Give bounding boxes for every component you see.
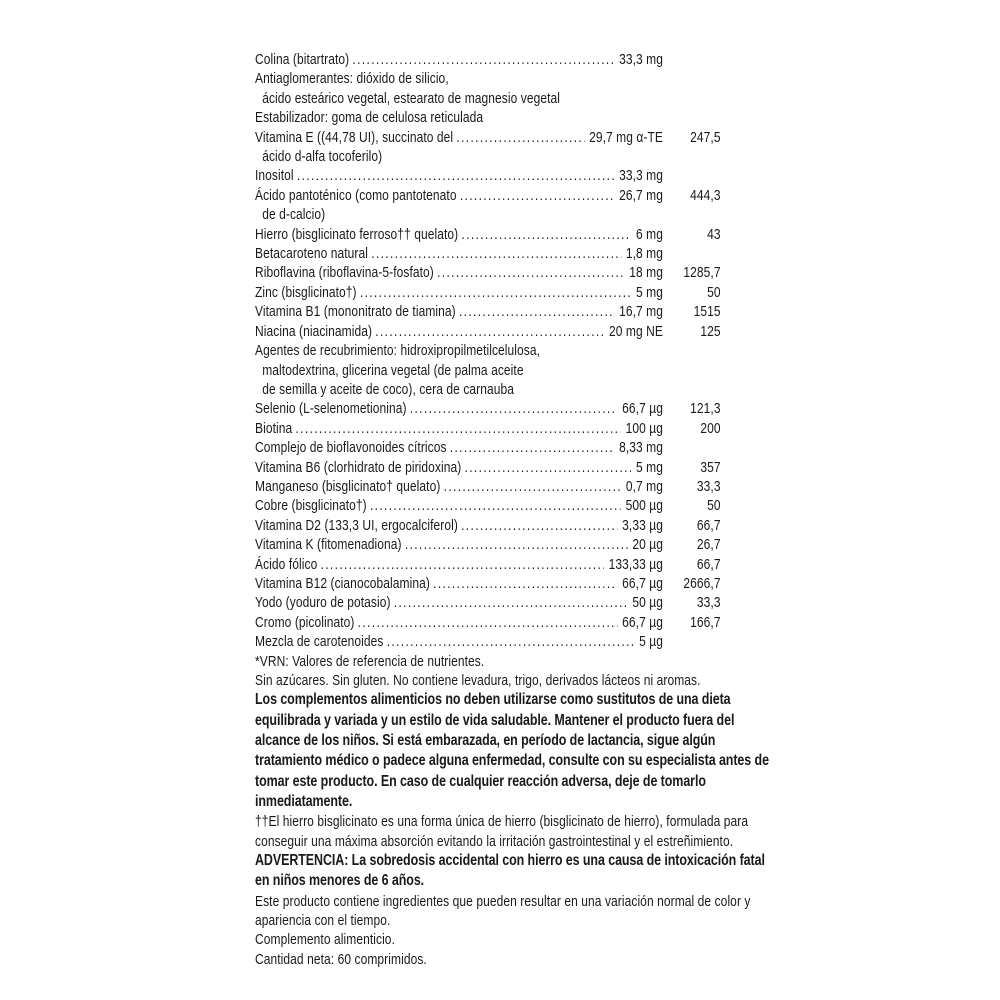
nutrient-amount: 8,33 mg <box>619 439 663 457</box>
dot-leader <box>354 613 617 632</box>
dot-leader <box>367 496 621 515</box>
nutrient-name: Niacina (niacinamida) <box>255 322 373 340</box>
nutrient-amount: 20 µg <box>632 536 663 554</box>
nutrient-name: Hierro (bisglicinato ferroso†† quelato) <box>255 225 459 243</box>
nutrient-vrn-percent: 33,3 <box>696 477 721 495</box>
label-paragraph: Sin azúcares. Sin gluten. No contiene levadura, trigo, derivados lácteos ni aromas. <box>255 672 701 689</box>
nutrient-vrn-percent: 43 <box>707 225 721 243</box>
nutrient-row <box>255 263 721 282</box>
nutrient-name: de d-calcio) <box>262 206 326 224</box>
nutrient-row <box>255 535 721 554</box>
nutrient-row <box>255 244 721 263</box>
nutrient-name: Betacaroteno natural <box>255 245 369 263</box>
nutrient-name: Vitamina B12 (cianocobalamina) <box>255 574 430 592</box>
nutrient-row <box>255 438 721 457</box>
nutrient-amount: 133,33 µg <box>608 555 663 573</box>
nutrient-row <box>255 205 721 224</box>
nutrient-vrn-percent: 121,3 <box>690 400 721 418</box>
dot-leader <box>453 128 584 147</box>
nutrient-row <box>255 516 721 535</box>
nutrient-name: Zinc (bisglicinato†) <box>255 283 357 301</box>
nutrient-name: Colina (bitartrato) <box>255 51 350 68</box>
nutrient-vrn-percent: 247,5 <box>690 128 721 146</box>
nutrient-vrn-percent: 2666,7 <box>683 574 721 592</box>
nutrient-amount: 3,33 µg <box>622 516 663 534</box>
nutrient-amount: 500 µg <box>625 497 663 515</box>
nutrient-amount: 5 mg <box>636 458 663 476</box>
dot-leader <box>372 322 604 341</box>
nutrient-name: Complejo de bioflavonoides cítricos <box>255 439 447 457</box>
nutrition-table <box>255 50 721 652</box>
nutrient-row <box>255 341 721 360</box>
nutrient-vrn-percent: 125 <box>700 322 721 340</box>
nutrient-amount: 50 µg <box>632 594 663 612</box>
nutrient-amount: 26,7 mg <box>619 186 663 204</box>
nutrient-amount: 1,8 mg <box>625 245 663 263</box>
nutrient-name: Vitamina E ((44,78 UI), succinato del <box>255 128 454 146</box>
nutrient-amount: 66,7 µg <box>622 574 663 592</box>
nutrient-name: Vitamina D2 (133,3 UI, ergocalciferol) <box>255 516 458 534</box>
nutrient-amount: 16,7 mg <box>619 303 663 321</box>
nutrient-name: Antiaglomerantes: dióxido de silicio, <box>255 70 449 88</box>
nutrient-vrn-percent: 66,7 <box>696 555 721 573</box>
dot-leader <box>349 50 614 69</box>
nutrient-name: Vitamina B6 (clorhidrato de piridoxina) <box>255 458 462 476</box>
dot-leader <box>434 263 625 282</box>
nutrient-name: Riboflavina (riboflavina-5-fosfato) <box>255 264 434 282</box>
nutrient-name: Cobre (bisglicinato†) <box>255 497 367 515</box>
label-paragraph: ††El hierro bisglicinato es una forma única de hierro (bisglicinato de hierro), formulada para conseguir una máxima absorción evitando la irritación gastrointestinal y el estreñimiento. <box>255 813 749 850</box>
nutrient-vrn-percent: 1515 <box>693 303 721 321</box>
nutrient-row <box>255 361 721 380</box>
nutrient-name: Manganeso (bisglicinato† quelato) <box>255 477 441 495</box>
dot-leader <box>292 419 621 438</box>
label-content <box>255 50 771 969</box>
label-paragraphs <box>255 652 771 970</box>
nutrient-vrn-percent: 26,7 <box>696 536 721 554</box>
nutrient-amount: 0,7 mg <box>625 477 663 495</box>
label-paragraph: Este producto contiene ingredientes que pueden resultar en una variación normal de color y apariencia con el tiempo. <box>255 892 751 929</box>
nutrient-row <box>255 555 721 574</box>
nutrient-name: ácido esteárico vegetal, estearato de magnesio vegetal <box>262 89 561 107</box>
nutrient-row <box>255 166 721 185</box>
nutrient-row <box>255 496 721 515</box>
dot-leader <box>430 574 617 593</box>
nutrient-amount: 66,7 µg <box>622 613 663 631</box>
nutrient-row <box>255 50 721 69</box>
dot-leader <box>402 535 628 554</box>
nutrient-name: Yodo (yoduro de potasio) <box>255 594 391 612</box>
nutrient-row <box>255 69 721 88</box>
nutrient-row <box>255 458 721 477</box>
nutrient-name: de semilla y aceite de coco), cera de carnauba <box>262 380 515 398</box>
nutrient-vrn-percent: 33,3 <box>696 594 721 612</box>
nutrient-amount: 100 µg <box>625 419 663 437</box>
dot-leader <box>384 632 635 651</box>
nutrient-vrn-percent: 444,3 <box>690 186 721 204</box>
dot-leader <box>407 399 618 418</box>
nutrient-vrn-percent: 1285,7 <box>683 264 721 282</box>
nutrient-row <box>255 419 721 438</box>
nutrient-row <box>255 593 721 612</box>
nutrient-name: Vitamina K (fitomenadiona) <box>255 536 402 554</box>
dot-leader <box>391 593 628 612</box>
nutrient-name: Ácido fólico <box>255 555 318 573</box>
label-paragraph: *VRN: Valores de referencia de nutrientes. <box>255 652 485 670</box>
nutrient-name: Agentes de recubrimiento: hidroxipropilmetilcelulosa, <box>255 342 541 360</box>
nutrient-name: Mezcla de carotenoides <box>255 633 384 651</box>
nutrient-name: Selenio (L-selenometionina) <box>255 400 407 418</box>
nutrient-name: ácido d-alfa tocoferilo) <box>262 148 383 166</box>
nutrient-name: Vitamina B1 (mononitrato de tiamina) <box>255 303 456 321</box>
nutrient-vrn-percent: 200 <box>700 419 721 437</box>
nutrient-vrn-percent: 357 <box>700 458 721 476</box>
nutrient-name: Inositol <box>255 167 294 185</box>
nutrient-row <box>255 613 721 632</box>
nutrient-name: maltodextrina, glicerina vegetal (de palma aceite <box>262 361 524 379</box>
label-paragraph: ADVERTENCIA: La sobredosis accidental con hierro es una causa de intoxicación fatal en niños menores de 6 años. <box>255 852 765 890</box>
nutrient-row <box>255 477 721 496</box>
nutrient-name: Cromo (picolinato) <box>255 613 355 631</box>
label-paragraph: Los complementos alimenticios no deben utilizarse como sustitutos de una dieta equilibrada y variada y un estilo de vida saludable. Mantener el producto fuera del alcance de los niños. Si está embarazada, en período de lactancia, sigue algún tratamiento médico o padece alguna enfermedad, consulte con su especialista antes de tomar este producto. En caso de cualquier reacción adversa, deje de tomarlo inmediatamente. <box>255 691 769 810</box>
nutrient-vrn-percent: 166,7 <box>690 613 721 631</box>
dot-leader <box>294 166 615 185</box>
nutrient-row <box>255 322 721 341</box>
dot-leader <box>458 225 631 244</box>
nutrient-amount: 33,3 mg <box>619 51 663 68</box>
nutrient-amount: 18 mg <box>629 264 663 282</box>
nutrient-amount: 33,3 mg <box>619 167 663 185</box>
nutrient-amount: 20 mg NE <box>609 322 663 340</box>
nutrient-row <box>255 380 721 399</box>
dot-leader <box>357 283 632 302</box>
nutrient-amount: 5 mg <box>636 283 663 301</box>
dot-leader <box>368 244 621 263</box>
nutrient-row <box>255 574 721 593</box>
nutrient-row <box>255 128 721 147</box>
nutrient-row <box>255 225 721 244</box>
nutrient-row <box>255 632 721 651</box>
nutrient-row <box>255 283 721 302</box>
nutrient-name: Estabilizador: goma de celulosa reticulada <box>255 109 484 127</box>
label-paragraph: Complemento alimenticio. <box>255 931 395 949</box>
nutrient-row <box>255 89 721 108</box>
nutrient-row <box>255 399 721 418</box>
nutrient-row <box>255 147 721 166</box>
nutrient-row <box>255 186 721 205</box>
nutrient-row <box>255 108 721 127</box>
nutrient-vrn-percent: 66,7 <box>696 516 721 534</box>
dot-leader <box>457 186 615 205</box>
nutrient-amount: 5 µg <box>639 633 663 651</box>
dot-leader <box>317 555 604 574</box>
nutrient-name: Ácido pantoténico (como pantotenato <box>255 186 457 204</box>
dot-leader <box>447 438 615 457</box>
dot-leader <box>458 516 617 535</box>
nutrient-amount: 6 mg <box>636 225 663 243</box>
label-paragraph: Cantidad neta: 60 comprimidos. <box>255 950 427 968</box>
nutrient-vrn-percent: 50 <box>707 283 721 301</box>
nutrient-amount: 29,7 mg α-TE <box>589 128 663 146</box>
dot-leader <box>440 477 621 496</box>
nutrient-vrn-percent: 50 <box>707 497 721 515</box>
nutrient-amount: 66,7 µg <box>622 400 663 418</box>
nutrient-name: Biotina <box>255 419 293 437</box>
dot-leader <box>461 458 631 477</box>
dot-leader <box>456 302 615 321</box>
nutrient-row <box>255 302 721 321</box>
